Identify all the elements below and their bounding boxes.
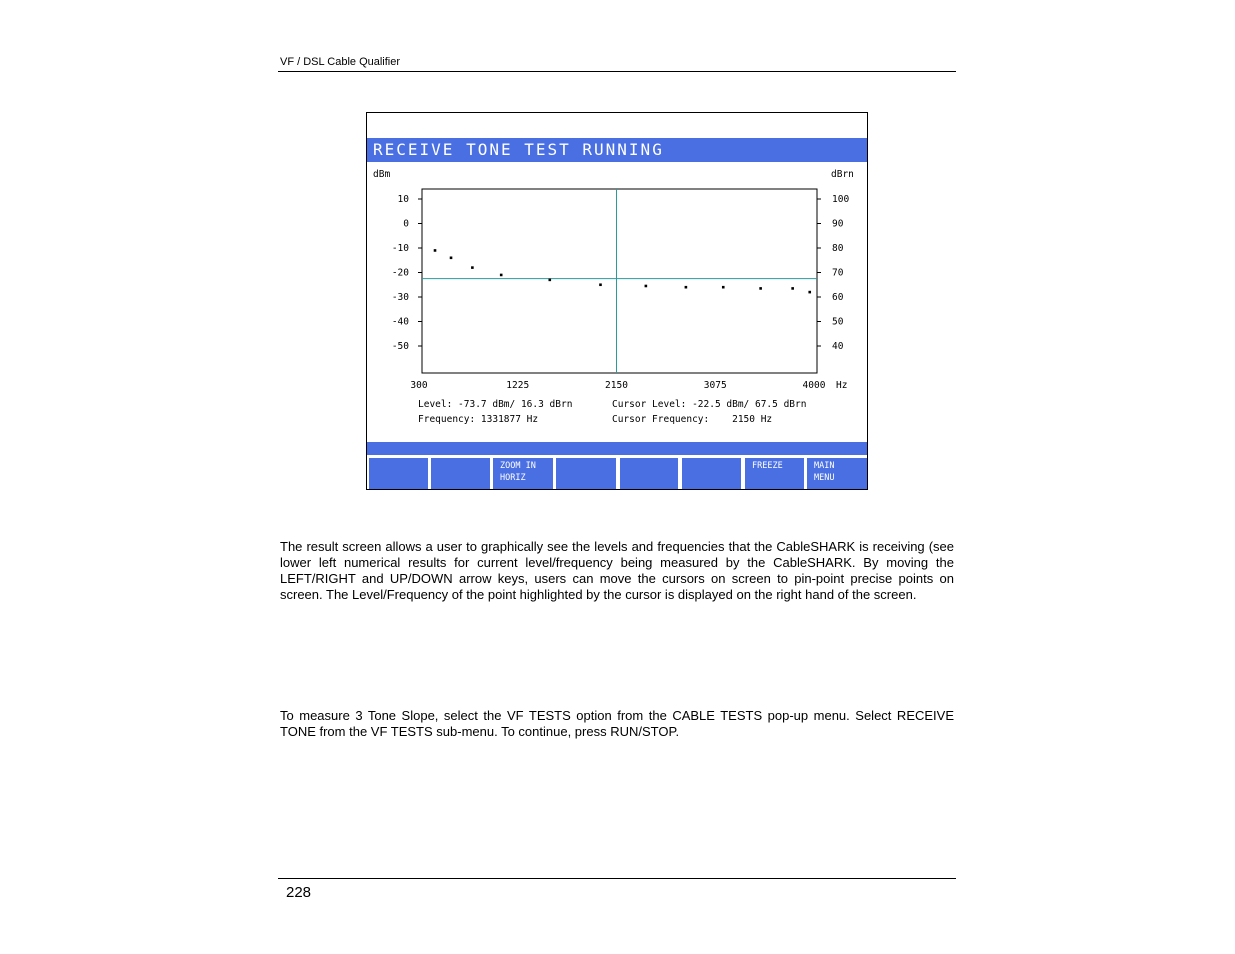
main-menu-button[interactable]: MAIN MENU xyxy=(807,458,867,489)
level-frequency-chart xyxy=(367,113,867,443)
screen-title: RECEIVE TONE TEST RUNNING xyxy=(373,140,664,159)
data-point xyxy=(434,249,437,252)
data-point xyxy=(759,287,762,290)
body-paragraph-result-screen: The result screen allows a user to graphically see the levels and frequencies that the CableSHARK is receiving (see lower left numerical results for current level/frequency being measured by the CableSHARK. By moving the LEFT/RIGHT and UP/DOWN arrow keys, users can move the cursors on screen to pin-point precise points on screen. The Level/Frequency of the point highlighted by the cursor is displayed on the right hand of the screen. xyxy=(280,539,954,602)
x-tick-label: 3075 xyxy=(703,380,727,391)
data-point xyxy=(685,286,688,289)
y-left-tick-label: -10 xyxy=(391,243,409,254)
x-tick-label: 2150 xyxy=(605,380,628,391)
status-bar xyxy=(367,442,867,455)
right-unit-label: dBrn xyxy=(831,169,854,180)
y-left-tick-label: -30 xyxy=(391,292,409,303)
body-paragraph-three-tone-slope: To measure 3 Tone Slope, select the VF TESTS option from the CABLE TESTS pop-up menu. Select RECEIVE TONE from the VF TESTS sub-menu. To continue, press RUN/STOP. xyxy=(280,708,954,739)
y-left-tick-label: 0 xyxy=(403,218,409,230)
y-left-tick-label: -20 xyxy=(391,267,409,279)
x-unit-label: Hz xyxy=(836,380,848,391)
frequency-readout: Frequency: 1331877 Hz xyxy=(418,414,539,425)
y-right-tick-label: 90 xyxy=(832,218,844,230)
y-right-tick-label: 40 xyxy=(832,341,844,352)
level-readout: Level: -73.7 dBm/ 16.3 dBrn xyxy=(418,399,573,410)
x-tick-label: 1225 xyxy=(506,380,530,391)
cursor-frequency-readout: Cursor Frequency: 2150 Hz xyxy=(612,414,773,425)
data-point xyxy=(450,257,453,260)
header-rule xyxy=(278,71,956,72)
data-point xyxy=(548,279,551,282)
data-point xyxy=(722,286,725,289)
softkey-2[interactable] xyxy=(431,458,490,489)
y-left-tick-label: 10 xyxy=(397,194,409,205)
footer-rule xyxy=(278,878,956,879)
left-unit-label: dBm xyxy=(373,169,391,180)
data-point xyxy=(500,274,503,277)
running-header: VF / DSL Cable Qualifier xyxy=(280,56,401,68)
data-point xyxy=(791,287,794,290)
y-right-tick-label: 60 xyxy=(832,292,844,303)
data-point xyxy=(808,291,811,294)
data-point xyxy=(645,285,648,288)
device-screen xyxy=(366,112,868,490)
y-right-tick-label: 50 xyxy=(832,316,844,328)
freeze-button[interactable]: FREEZE xyxy=(745,458,804,489)
zoom-in-horiz-button[interactable]: ZOOM IN HORIZ xyxy=(493,458,553,489)
x-tick-label: 4000 xyxy=(802,380,826,391)
softkey-row xyxy=(367,458,867,489)
y-left-tick-label: -40 xyxy=(391,316,409,328)
y-right-tick-label: 70 xyxy=(832,267,844,279)
y-right-tick-label: 80 xyxy=(832,243,844,254)
y-left-tick-label: -50 xyxy=(391,341,409,352)
data-point xyxy=(471,266,474,269)
plot-frame xyxy=(422,189,817,373)
y-right-tick-label: 100 xyxy=(832,194,850,205)
page-number: 228 xyxy=(286,884,312,901)
softkey-1[interactable] xyxy=(369,458,428,489)
x-tick-label: 300 xyxy=(410,380,428,391)
cursor-level-readout: Cursor Level: -22.5 dBm/ 67.5 dBrn xyxy=(612,399,807,410)
softkey-4[interactable] xyxy=(556,458,616,489)
softkey-6[interactable] xyxy=(682,458,741,489)
softkey-5[interactable] xyxy=(620,458,678,489)
data-point xyxy=(599,283,602,286)
